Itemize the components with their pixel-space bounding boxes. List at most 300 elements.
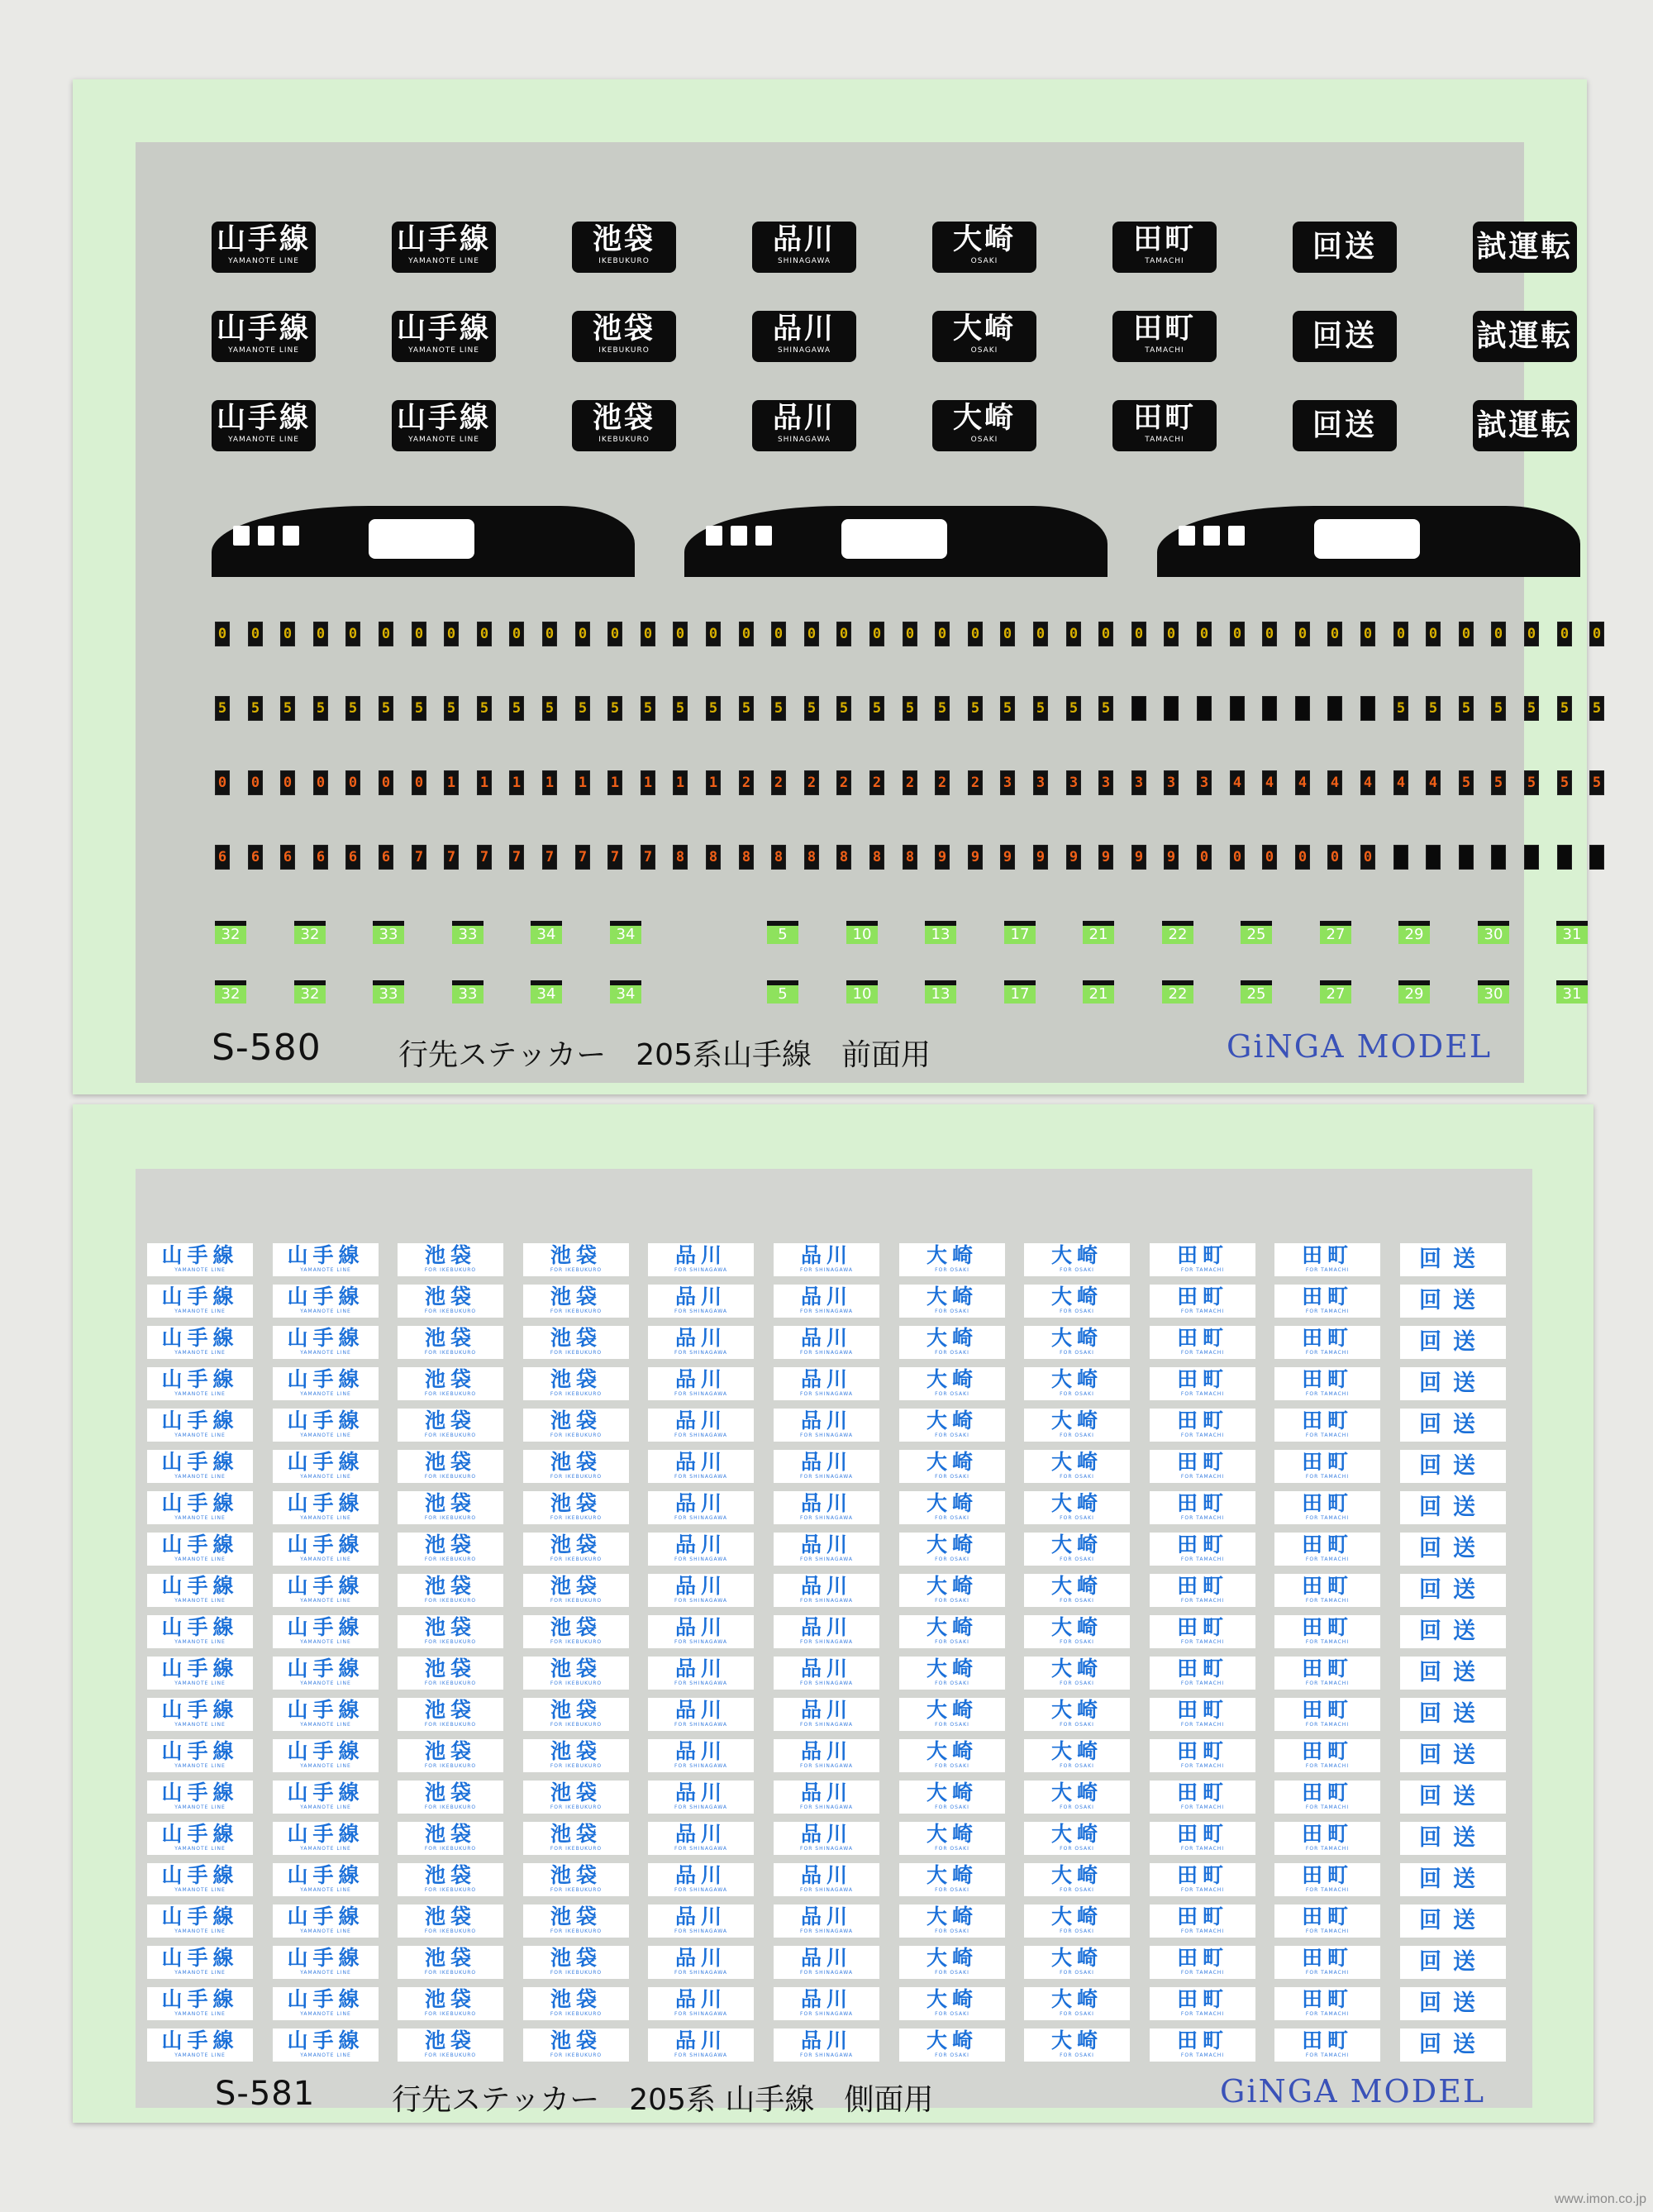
plate-kanji: 大崎 [926, 1987, 978, 2011]
run-number-chip [610, 980, 641, 1004]
plate-kanji: 田町 [1301, 1822, 1353, 1846]
front-destination-plate [1473, 311, 1577, 362]
plate-kanji: 大崎 [1050, 1698, 1103, 1722]
plate-kanji: 品川 [800, 1905, 852, 1928]
plate-kanji: 山手線 [287, 1367, 364, 1391]
plate-romaji: FOR TAMACHI [1305, 1928, 1350, 1934]
plate-kanji: 池袋 [424, 1574, 476, 1598]
plate-kanji: 試運転 [1476, 230, 1574, 264]
plate-romaji: YAMANOTE LINE [174, 1846, 226, 1852]
plate-kanji: 大崎 [926, 2028, 978, 2052]
number-digit: 5 [968, 696, 983, 721]
number-digit: 0 [379, 622, 393, 646]
plate-romaji: FOR SHINAGAWA [674, 2011, 727, 2017]
plate-kanji: 田町 [1176, 1698, 1228, 1722]
side-destination-plate [774, 1822, 879, 1855]
plate-kanji: 大崎 [1050, 1285, 1103, 1309]
plate-kanji: 山手線 [396, 402, 491, 435]
plate-romaji: FOR OSAKI [1060, 1598, 1094, 1604]
plate-romaji: FOR SHINAGAWA [800, 1515, 853, 1521]
number-digit: 0 [280, 770, 295, 795]
plate-romaji: FOR SHINAGAWA [674, 1928, 727, 1934]
plate-kanji: 大崎 [926, 1739, 978, 1763]
number-digit: 3 [1066, 770, 1081, 795]
front-destination-plate [212, 400, 316, 451]
side-destination-plate [1150, 1409, 1255, 1442]
side-destination-plate [273, 2028, 379, 2062]
plate-kanji: 池袋 [550, 1739, 602, 1763]
plate-romaji: YAMANOTE LINE [174, 1350, 226, 1356]
chip-number: 29 [1398, 985, 1430, 1004]
plate-kanji: 山手線 [287, 1533, 364, 1557]
run-number-chip [1241, 980, 1272, 1004]
plate-romaji: YAMANOTE LINE [174, 1804, 226, 1810]
side-destination-plate [1024, 1615, 1130, 1648]
number-digit: 0 [1459, 622, 1474, 646]
plate-romaji: FOR TAMACHI [1305, 1639, 1350, 1645]
plate-romaji: YAMANOTE LINE [174, 1763, 226, 1769]
plate-kanji: 大崎 [1050, 1781, 1103, 1804]
plate-romaji: FOR OSAKI [935, 1763, 969, 1769]
number-digit: 1 [509, 770, 524, 795]
plate-kanji: 田町 [1301, 1491, 1353, 1515]
plate-romaji: FOR IKEBUKURO [550, 1639, 603, 1645]
plate-romaji: FOR TAMACHI [1180, 1474, 1225, 1480]
chip-number: 27 [1320, 985, 1351, 1004]
plate-kanji: 大崎 [1050, 1987, 1103, 2011]
side-destination-plate [774, 1657, 879, 1690]
plate-kanji: 回送 [1419, 1247, 1487, 1272]
run-number-chip [846, 980, 878, 1004]
side-destination-plate [774, 1698, 879, 1731]
plate-kanji: 大崎 [926, 1367, 978, 1391]
plate-romaji: FOR SHINAGAWA [674, 1515, 727, 1521]
chip-number: 21 [1083, 926, 1114, 944]
number-digit: 5 [280, 696, 295, 721]
plate-kanji: 山手線 [287, 1450, 364, 1474]
plate-romaji: FOR IKEBUKURO [424, 1474, 477, 1480]
plate-kanji: 池袋 [424, 1367, 476, 1391]
side-destination-plate [1024, 1739, 1130, 1772]
plate-kanji: 田町 [1176, 1615, 1228, 1639]
plate-romaji: YAMANOTE LINE [300, 1887, 351, 1893]
number-digit: 3 [1033, 770, 1048, 795]
plate-kanji: 田町 [1301, 2028, 1353, 2052]
side-destination-plate [1274, 1367, 1380, 1400]
plate-kanji: 山手線 [287, 1326, 364, 1350]
side-destination-plate [1400, 1905, 1506, 1938]
side-destination-plate [273, 1657, 379, 1690]
side-destination-plate [147, 1822, 253, 1855]
plate-kanji: 品川 [674, 1781, 726, 1804]
side-destination-plate [648, 1409, 754, 1442]
plate-romaji: FOR TAMACHI [1305, 1887, 1350, 1893]
chip-number: 33 [373, 985, 404, 1004]
plate-romaji: FOR TAMACHI [1305, 1474, 1350, 1480]
plate-romaji: FOR OSAKI [935, 1846, 969, 1852]
plate-romaji: FOR SHINAGAWA [800, 2011, 853, 2017]
number-digit: 8 [836, 845, 851, 870]
front-destination-plate [752, 222, 856, 273]
front-destination-plate [572, 311, 676, 362]
number-digit [1164, 696, 1179, 721]
side-destination-plate [1400, 1781, 1506, 1814]
plate-kanji: 池袋 [550, 1243, 602, 1267]
plate-romaji: FOR SHINAGAWA [674, 1391, 727, 1397]
side-destination-plate [1400, 1946, 1506, 1979]
plate-kanji: 品川 [674, 1615, 726, 1639]
front-product-title: 行先ステッカー 205系山手線 前面用 [398, 1038, 931, 1072]
plate-kanji: 田町 [1301, 1863, 1353, 1887]
number-digit: 9 [1033, 845, 1048, 870]
number-digit: 1 [477, 770, 492, 795]
plate-kanji: 田町 [1301, 1657, 1353, 1680]
front-destination-plate [212, 222, 316, 273]
number-digit: 8 [706, 845, 721, 870]
plate-kanji: 田町 [1301, 1905, 1353, 1928]
plate-kanji: 田町 [1176, 1657, 1228, 1680]
chip-number: 5 [767, 926, 798, 944]
plate-romaji: FOR TAMACHI [1305, 1391, 1350, 1397]
plate-romaji: FOR IKEBUKURO [550, 1598, 603, 1604]
plate-kanji: 回送 [1419, 1371, 1487, 1396]
side-destination-plate [899, 1326, 1005, 1359]
number-digit: 0 [379, 770, 393, 795]
plate-romaji: SHINAGAWA [777, 436, 831, 444]
run-number-chip [1004, 980, 1036, 1004]
number-digit [1589, 845, 1604, 870]
number-digit: 7 [412, 845, 426, 870]
plate-kanji: 池袋 [592, 223, 655, 256]
plate-kanji: 池袋 [550, 1574, 602, 1598]
plate-kanji: 池袋 [424, 1781, 476, 1804]
plate-romaji: FOR IKEBUKURO [550, 1763, 603, 1769]
number-digit: 1 [673, 770, 688, 795]
side-destination-plate [774, 1615, 879, 1648]
plate-romaji: FOR TAMACHI [1305, 2052, 1350, 2058]
plate-kanji: 田町 [1301, 1285, 1353, 1309]
plate-romaji: YAMANOTE LINE [300, 1433, 351, 1438]
plate-kanji: 池袋 [424, 2028, 476, 2052]
number-digit: 0 [412, 622, 426, 646]
number-digit: 8 [903, 845, 917, 870]
side-destination-plate [1274, 1574, 1380, 1607]
plate-romaji: FOR SHINAGAWA [800, 1557, 853, 1562]
plate-kanji: 大崎 [952, 223, 1016, 256]
plate-kanji: 田町 [1301, 1450, 1353, 1474]
plate-kanji: 品川 [674, 1574, 726, 1598]
side-destination-plate [648, 1863, 754, 1896]
number-digit: 1 [607, 770, 622, 795]
plate-romaji: FOR TAMACHI [1305, 1722, 1350, 1728]
mask-display-window [1314, 519, 1420, 559]
number-digit: 0 [1000, 622, 1015, 646]
plate-romaji: FOR TAMACHI [1180, 1267, 1225, 1273]
run-number-chip [531, 980, 562, 1004]
front-destination-plate [392, 222, 496, 273]
side-destination-plate [398, 1657, 503, 1690]
plate-kanji: 山手線 [161, 1657, 239, 1680]
number-digit: 5 [1557, 696, 1572, 721]
plate-romaji: YAMANOTE LINE [300, 1350, 351, 1356]
plate-kanji: 山手線 [161, 1615, 239, 1639]
side-destination-plate [273, 1450, 379, 1483]
number-digit: 5 [215, 696, 230, 721]
number-digit: 3 [1197, 770, 1212, 795]
side-destination-plate [523, 1657, 629, 1690]
plate-kanji: 池袋 [424, 1987, 476, 2011]
side-destination-plate [1400, 2028, 1506, 2062]
number-digit: 0 [903, 622, 917, 646]
plate-kanji: 山手線 [287, 1739, 364, 1763]
plate-kanji: 大崎 [1050, 1367, 1103, 1391]
plate-romaji: FOR IKEBUKURO [550, 1515, 603, 1521]
plate-kanji: 山手線 [161, 1491, 239, 1515]
mask-window [283, 526, 299, 546]
plate-romaji: FOR OSAKI [935, 2052, 969, 2058]
plate-romaji: FOR TAMACHI [1180, 1598, 1225, 1604]
side-decal-sheet [73, 1104, 1593, 2123]
side-destination-plate [398, 1491, 503, 1524]
plate-romaji: YAMANOTE LINE [174, 1970, 226, 1976]
number-digit: 5 [542, 696, 557, 721]
plate-kanji: 池袋 [424, 1450, 476, 1474]
side-destination-plate [523, 1533, 629, 1566]
plate-romaji: YAMANOTE LINE [174, 1928, 226, 1934]
plate-romaji: FOR SHINAGAWA [674, 1598, 727, 1604]
plate-romaji: FOR SHINAGAWA [674, 1804, 727, 1810]
plate-kanji: 品川 [772, 223, 836, 256]
side-destination-plate [774, 2028, 879, 2062]
side-destination-plate [1150, 1739, 1255, 1772]
side-destination-plate [273, 1822, 379, 1855]
plate-kanji: 山手線 [287, 1615, 364, 1639]
plate-romaji: OSAKI [970, 346, 998, 355]
side-brand-logo: GiNGA MODEL [1220, 2073, 1486, 2110]
plate-romaji: YAMANOTE LINE [408, 436, 479, 444]
plate-kanji: 品川 [674, 1905, 726, 1928]
side-destination-plate [1150, 2028, 1255, 2062]
side-destination-plate [899, 1863, 1005, 1896]
plate-romaji: YAMANOTE LINE [174, 1722, 226, 1728]
number-digit: 2 [968, 770, 983, 795]
plate-romaji: FOR SHINAGAWA [800, 1846, 853, 1852]
side-destination-plate [1150, 1574, 1255, 1607]
number-digit: 5 [1524, 770, 1539, 795]
side-destination-plate [1150, 1491, 1255, 1524]
plate-romaji: FOR TAMACHI [1180, 1557, 1225, 1562]
plate-romaji: YAMANOTE LINE [300, 1309, 351, 1314]
side-destination-plate [147, 1946, 253, 1979]
plate-kanji: 池袋 [424, 1533, 476, 1557]
chip-number: 34 [531, 985, 562, 1004]
side-destination-plate [1400, 1533, 1506, 1566]
side-destination-plate [1024, 1285, 1130, 1318]
number-digit: 2 [903, 770, 917, 795]
plate-kanji: 品川 [800, 1326, 852, 1350]
number-digit: 4 [1327, 770, 1342, 795]
plate-romaji: YAMANOTE LINE [174, 1639, 226, 1645]
plate-kanji: 大崎 [1050, 1491, 1103, 1515]
front-destination-plate [392, 400, 496, 451]
number-digit: 1 [706, 770, 721, 795]
number-digit: 0 [935, 622, 950, 646]
side-destination-plate [774, 1367, 879, 1400]
plate-romaji: FOR SHINAGAWA [800, 1391, 853, 1397]
number-digit: 0 [215, 770, 230, 795]
plate-kanji: 大崎 [926, 1285, 978, 1309]
plate-romaji: FOR OSAKI [1060, 1350, 1094, 1356]
number-digit: 9 [935, 845, 950, 870]
number-digit: 0 [641, 622, 655, 646]
chip-number: 22 [1162, 985, 1193, 1004]
plate-kanji: 品川 [674, 1409, 726, 1433]
plate-romaji: FOR IKEBUKURO [424, 2052, 477, 2058]
plate-kanji: 品川 [674, 1739, 726, 1763]
side-destination-plate [273, 1739, 379, 1772]
plate-kanji: 山手線 [287, 1946, 364, 1970]
number-digit: 5 [1098, 696, 1113, 721]
chip-number: 34 [610, 985, 641, 1004]
side-destination-plate [273, 1409, 379, 1442]
side-destination-plate [774, 1863, 879, 1896]
plate-kanji: 回送 [1419, 1908, 1487, 1933]
number-digit: 0 [1098, 622, 1113, 646]
side-destination-plate [398, 1243, 503, 1276]
side-destination-plate [1024, 1822, 1130, 1855]
chip-number: 27 [1320, 926, 1351, 944]
plate-kanji: 回送 [1419, 1453, 1487, 1479]
plate-romaji: FOR OSAKI [1060, 2052, 1094, 2058]
side-destination-plate [1024, 2028, 1130, 2062]
plate-kanji: 品川 [674, 1491, 726, 1515]
side-destination-plate [398, 1822, 503, 1855]
number-digit [1262, 696, 1277, 721]
side-destination-plate [398, 1285, 503, 1318]
plate-kanji: 田町 [1176, 2028, 1228, 2052]
number-digit: 5 [706, 696, 721, 721]
plate-kanji: 田町 [1176, 1533, 1228, 1557]
plate-romaji: IKEBUKURO [598, 257, 650, 265]
run-number-chip [1162, 980, 1193, 1004]
number-digit: 5 [607, 696, 622, 721]
plate-romaji: FOR IKEBUKURO [424, 1267, 477, 1273]
side-destination-plate [1150, 1987, 1255, 2020]
plate-romaji: FOR IKEBUKURO [424, 1970, 477, 1976]
side-destination-plate [147, 1987, 253, 2020]
plate-romaji: FOR TAMACHI [1305, 1763, 1350, 1769]
plate-kanji: 品川 [800, 1781, 852, 1804]
front-destination-plate [1293, 400, 1397, 451]
chip-number: 25 [1241, 985, 1272, 1004]
side-destination-plate [1024, 1781, 1130, 1814]
number-digit: 5 [1589, 770, 1604, 795]
plate-kanji: 山手線 [161, 1987, 239, 2011]
number-digit: 6 [280, 845, 295, 870]
plate-romaji: YAMANOTE LINE [174, 1680, 226, 1686]
number-digit: 5 [1393, 696, 1408, 721]
side-destination-plate [398, 1574, 503, 1607]
number-digit: 0 [1164, 622, 1179, 646]
plate-romaji: FOR SHINAGAWA [800, 1804, 853, 1810]
side-destination-plate [648, 1326, 754, 1359]
number-digit: 0 [1066, 622, 1081, 646]
plate-kanji: 山手線 [287, 1822, 364, 1846]
plate-romaji: FOR TAMACHI [1305, 1598, 1350, 1604]
side-destination-plate [398, 1905, 503, 1938]
number-digit: 0 [836, 622, 851, 646]
plate-romaji: FOR OSAKI [935, 1804, 969, 1810]
plate-kanji: 品川 [800, 2028, 852, 2052]
plate-kanji: 田町 [1176, 1409, 1228, 1433]
side-destination-plate [648, 2028, 754, 2062]
side-destination-plate [147, 1905, 253, 1938]
plate-romaji: FOR OSAKI [1060, 1804, 1094, 1810]
plate-romaji: FOR OSAKI [935, 1722, 969, 1728]
plate-kanji: 山手線 [216, 402, 311, 435]
side-destination-plate [1150, 1615, 1255, 1648]
side-destination-plate [1274, 2028, 1380, 2062]
side-destination-plate [899, 1905, 1005, 1938]
chip-number: 32 [215, 926, 246, 944]
number-digit [1295, 696, 1310, 721]
side-destination-plate [648, 1574, 754, 1607]
plate-romaji: FOR TAMACHI [1305, 1846, 1350, 1852]
plate-romaji: FOR IKEBUKURO [550, 1887, 603, 1893]
side-destination-plate [1150, 1657, 1255, 1690]
run-number-chip [1478, 921, 1509, 944]
plate-kanji: 大崎 [1050, 2028, 1103, 2052]
plate-romaji: YAMANOTE LINE [300, 1804, 351, 1810]
chip-number: 5 [767, 985, 798, 1004]
run-number-chip [925, 980, 956, 1004]
side-destination-plate [1400, 1615, 1506, 1648]
plate-romaji: FOR IKEBUKURO [424, 1763, 477, 1769]
plate-romaji: FOR SHINAGAWA [674, 1433, 727, 1438]
plate-romaji: FOR SHINAGAWA [800, 1309, 853, 1314]
plate-romaji: FOR IKEBUKURO [424, 1846, 477, 1852]
side-destination-plate [273, 1905, 379, 1938]
side-destination-plate [1400, 1450, 1506, 1483]
side-destination-plate [774, 1326, 879, 1359]
chip-number: 22 [1162, 926, 1193, 944]
plate-romaji: FOR SHINAGAWA [800, 1680, 853, 1686]
number-digit: 0 [280, 622, 295, 646]
number-digit: 8 [771, 845, 786, 870]
side-destination-plate [398, 1987, 503, 2020]
plate-romaji: FOR SHINAGAWA [800, 1970, 853, 1976]
plate-kanji: 池袋 [550, 1987, 602, 2011]
plate-romaji: FOR SHINAGAWA [674, 1846, 727, 1852]
side-destination-plate [1150, 1905, 1255, 1938]
plate-romaji: TAMACHI [1145, 346, 1184, 355]
front-destination-plate [1473, 222, 1577, 273]
plate-kanji: 回送 [1419, 1577, 1487, 1603]
run-number-chip [373, 921, 404, 944]
mask-display-window [369, 519, 474, 559]
plate-romaji: FOR OSAKI [935, 1267, 969, 1273]
plate-kanji: 大崎 [952, 312, 1016, 346]
plate-kanji: 品川 [800, 1533, 852, 1557]
plate-kanji: 田町 [1176, 1326, 1228, 1350]
side-destination-plate [1024, 1657, 1130, 1690]
plate-kanji: 回送 [1419, 1990, 1487, 2016]
side-destination-plate [398, 1863, 503, 1896]
side-destination-plate [899, 1491, 1005, 1524]
number-digit: 5 [379, 696, 393, 721]
side-destination-plate [899, 1615, 1005, 1648]
plate-romaji: FOR SHINAGAWA [674, 1639, 727, 1645]
